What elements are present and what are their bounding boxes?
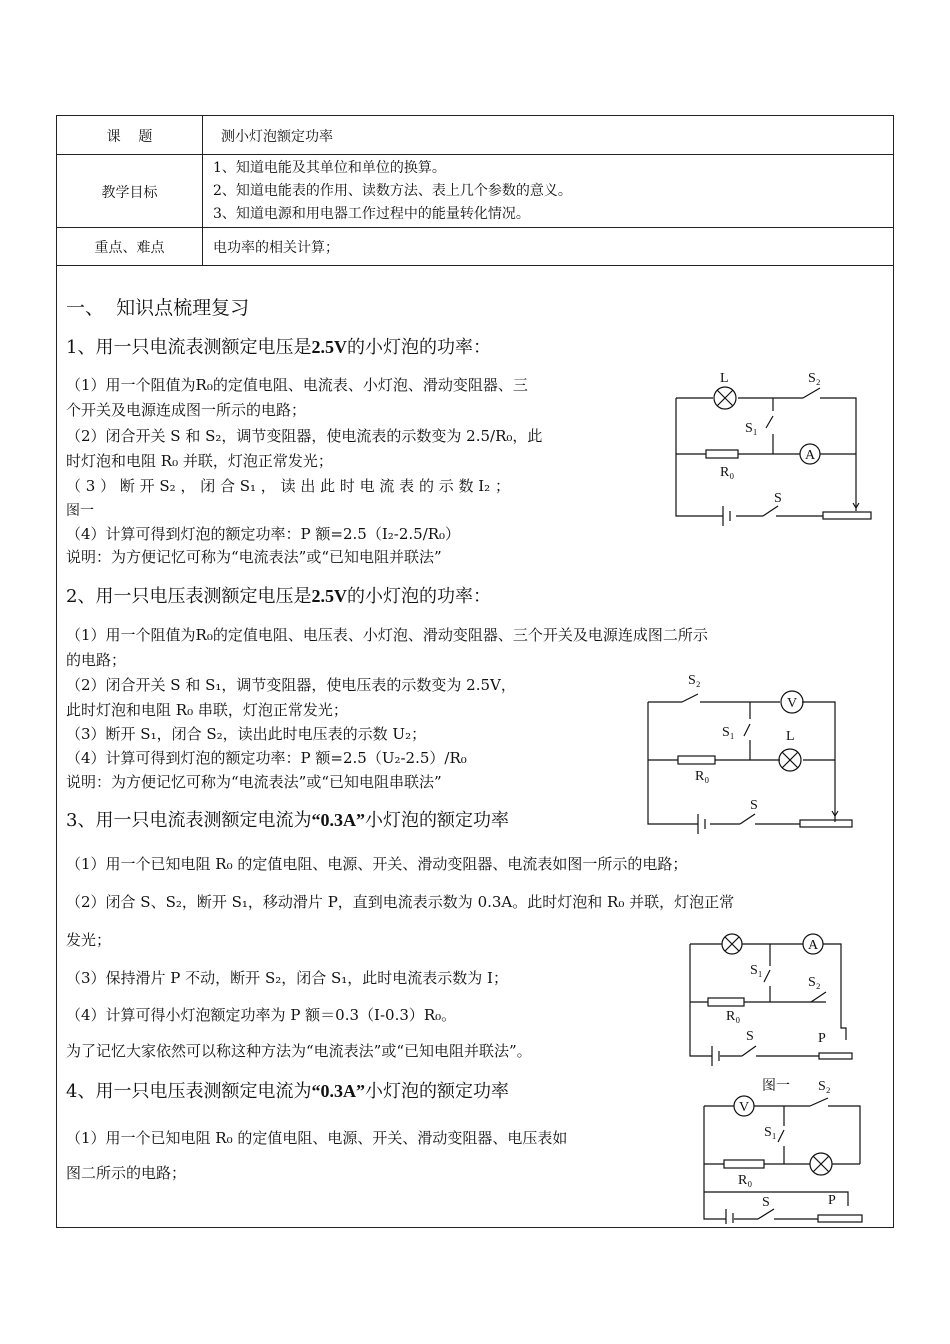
label-S1: S₁: [745, 421, 758, 436]
circuit-diagram-2: [640, 664, 860, 834]
figure-caption: 图一: [762, 1079, 790, 1094]
s2-note: 说明：为方便记忆可称为“电流表法”或“已知电阻串联法”: [66, 773, 442, 791]
label-S1: S₁: [750, 963, 763, 978]
label-S: S: [774, 491, 782, 506]
focus-label: 重点、难点: [94, 240, 165, 256]
s3-note: 为了记忆大家依然可以称这种方法为“电流表法”或“已知电阻并联法”。: [66, 1042, 532, 1060]
label-A: A: [805, 448, 816, 463]
s1-step4: （4）计算可得到灯泡的额定功率：P 额=2.5（I₂-2.5/R₀）: [66, 525, 461, 543]
circuit-diagram-4: [700, 1074, 876, 1224]
s3-step2: （2）闭合 S、S₂，断开 S₁，移动滑片 P，直到电流表示数为 0.3A。此时灯泡和 R₀ 并联，灯泡正常: [66, 893, 735, 911]
label-S1: S₁: [722, 725, 735, 740]
s1-step3: （ 3 ） 断 开 S₂ ， 闭 合 S₁ ， 读 出 此 时 电 流 表 的 示 数 I₂ ；: [66, 477, 510, 495]
s1-step1: （1）用一个阻值为R₀的定值电阻、电流表、小灯泡、滑动变阻器、三: [66, 376, 528, 394]
label-S: S: [750, 798, 758, 813]
s1-step1b: 个开关及电源连成图一所示的电路；: [66, 401, 307, 419]
s2-step4: （4）计算可得到灯泡的额定功率：P 额=2.5（U₂-2.5）/R₀: [66, 749, 467, 767]
label-S2: S₂: [688, 673, 701, 688]
s2-step2: （2）闭合开关 S 和 S₁，调节变阻器，使电压表的示数变为 2.5V，: [66, 676, 516, 694]
label-P: P: [818, 1031, 826, 1046]
s2-step1: （1）用一个阻值为R₀的定值电阻、电压表、小灯泡、滑动变阻器、三个开关及电源连成图二所示: [66, 626, 708, 644]
label-R0: R₀: [720, 465, 735, 480]
section-4-heading: 4、用一只电压表测额定电流为“0.3A”小灯泡的额定功率: [66, 1081, 509, 1102]
s3-step2b: 发光；: [66, 931, 112, 949]
topic-label: 课 题: [106, 129, 153, 145]
circuit-diagram-1: [668, 366, 883, 526]
goal-item: 3、知道电源和用电器工作过程中的能量转化情况。: [213, 206, 530, 222]
label-S2: S₂: [808, 975, 821, 990]
s4-step1b: 图二所示的电路；: [66, 1164, 187, 1182]
s3-step4: （4）计算可得小灯泡额定功率为 P 额＝0.3（I-0.3）R₀。: [66, 1006, 457, 1024]
s1-step2: （2）闭合开关 S 和 S₂，调节变阻器，使电流表的示数变为 2.5/R₀，此: [66, 427, 543, 445]
s1-note: 说明：为方便记忆可称为“电流表法”或“已知电阻并联法”: [66, 548, 442, 566]
goal-item: 1、知道电能及其单位和单位的换算。: [213, 160, 446, 176]
focus-value: 电功率的相关计算；: [213, 240, 339, 256]
s4-step1: （1）用一个已知电阻 R₀ 的定值电阻、电源、开关、滑动变阻器、电压表如: [66, 1129, 568, 1147]
label-R0: R₀: [695, 769, 710, 784]
label-S2: S₂: [818, 1079, 831, 1094]
section-3-heading: 3、用一只电流表测额定电流为“0.3A”小灯泡的额定功率: [66, 810, 509, 831]
label-S2: S₂: [808, 371, 821, 386]
label-V: V: [787, 696, 798, 711]
s2-step3: （3）断开 S₁，闭合 S₂，读出此时电压表的示数 U₂；: [66, 725, 427, 743]
topic-value: 测小灯泡额定功率: [221, 129, 333, 145]
label-R0: R₀: [726, 1009, 741, 1024]
label-L: L: [720, 371, 729, 386]
section-2-heading: 2、用一只电压表测额定电压是2.5V的小灯泡的功率：: [66, 586, 491, 607]
s3-step3: （3）保持滑片 P 不动，断开 S₂，闭合 S₁，此时电流表示数为 I；: [66, 969, 508, 987]
label-P: P: [828, 1193, 836, 1208]
label-S: S: [762, 1195, 770, 1210]
s2-step1b: 的电路；: [66, 651, 127, 669]
goal-item: 2、知道电能表的作用、读数方法、表上几个参数的意义。: [213, 183, 572, 199]
label-S: S: [746, 1029, 754, 1044]
label-V: V: [739, 1100, 750, 1115]
label-S1: S₁: [764, 1125, 777, 1140]
section-1-heading: 1、用一只电流表测额定电压是2.5V的小灯泡的功率：: [66, 337, 491, 358]
circuit-diagram-3: [686, 928, 862, 1066]
review-heading: 一、 知识点梳理复习: [66, 297, 250, 319]
label-L: L: [786, 729, 795, 744]
goals-label: 教学目标: [101, 185, 158, 201]
label-A: A: [808, 938, 819, 953]
s3-step1: （1）用一个已知电阻 R₀ 的定值电阻、电源、开关、滑动变阻器、电流表如图一所示的电路；: [66, 855, 688, 873]
s2-step2b: 此时灯泡和电阻 R₀ 串联，灯泡正常发光；: [66, 701, 348, 719]
label-R0: R₀: [738, 1173, 753, 1188]
s1-fig-caption: 图一: [66, 503, 94, 519]
s1-step2b: 时灯泡和电阻 R₀ 并联，灯泡正常发光；: [66, 452, 333, 470]
